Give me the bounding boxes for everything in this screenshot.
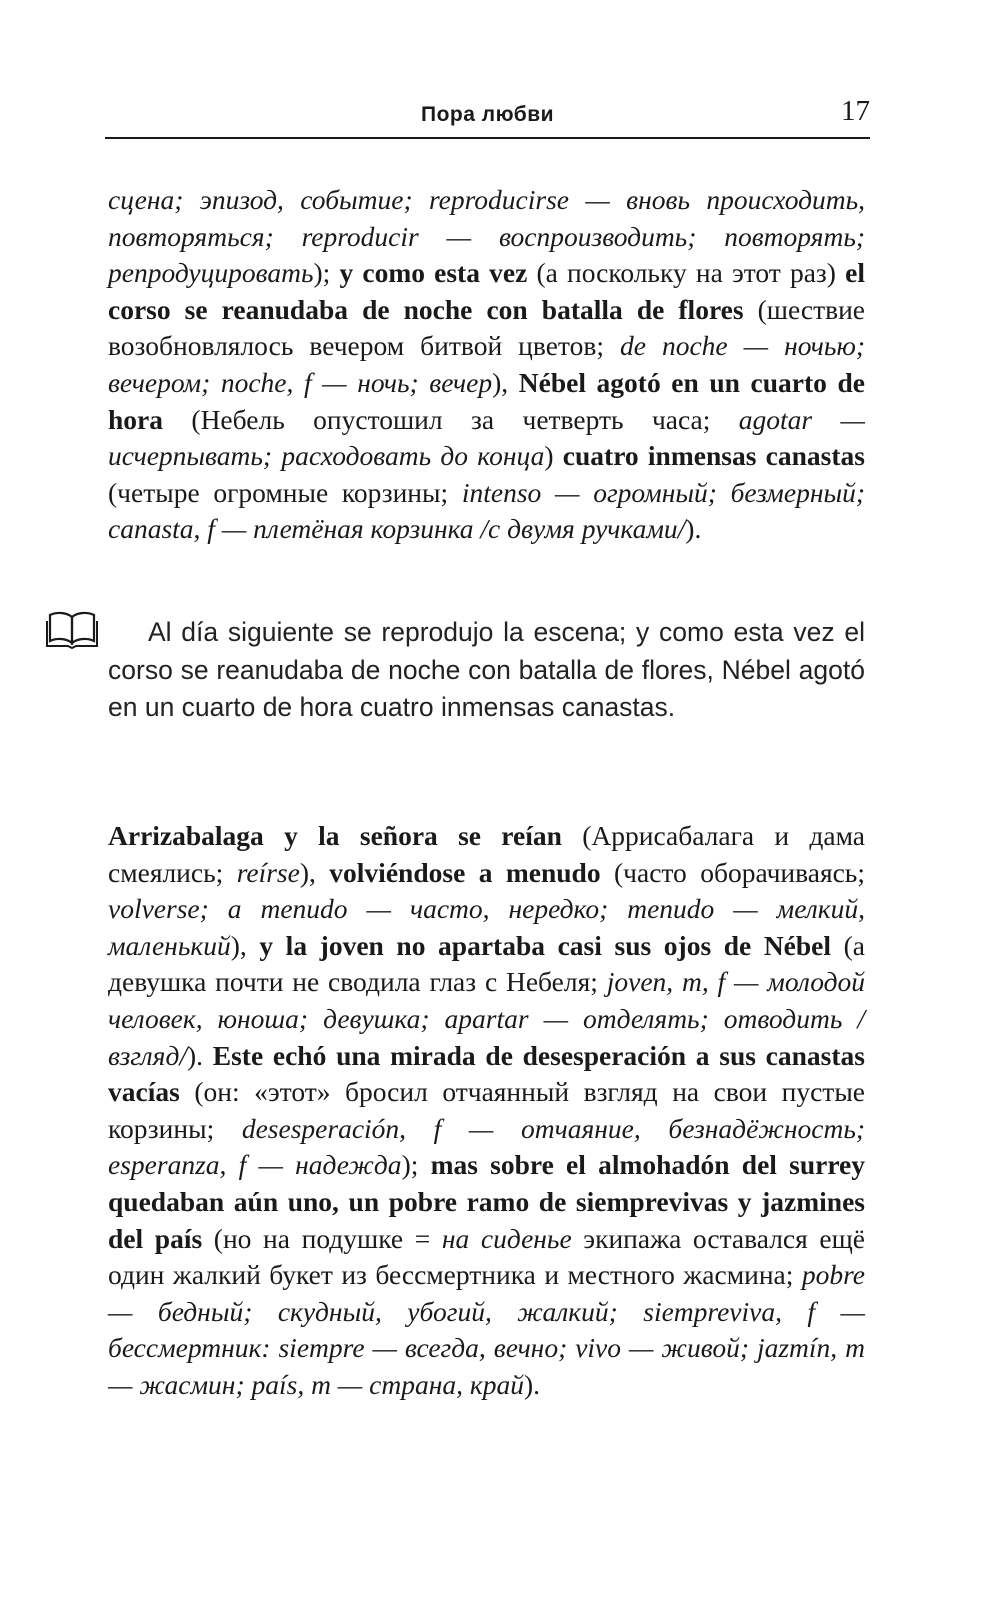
translation: (Небель опустошил за четверть часа; <box>163 403 739 435</box>
spanish-phrase: y como esta vez <box>339 257 528 289</box>
gloss: на сиденье <box>441 1222 572 1254</box>
spanish-phrase: y la joven no apartaba casi sus ojos de Nébel <box>259 929 832 961</box>
translation: экипажа оставался ещё один жалкий букет из бессмертника и местного жасмина; <box>108 1222 865 1291</box>
spanish-phrase: Este echó una mirada de desesperación a sus canastas vacías <box>108 1039 865 1108</box>
text-run: ); <box>401 1149 431 1181</box>
vocabulary-paragraph-1 <box>108 182 865 548</box>
translation: (часто оборачиваясь; <box>600 856 865 888</box>
gloss: joven, m, f — молодой человек, юноша; девушка; apartar — отделять; отводить /взгляд/ <box>108 966 866 1071</box>
spanish-phrase: Arrizabalaga y la señora se reían <box>108 820 562 851</box>
text-run: ), <box>230 929 260 961</box>
open-book-icon <box>46 609 98 649</box>
translation: (а девушка почти не сводила глаз с Небеля; <box>108 929 865 998</box>
translation: (а поскольку на этот раз) <box>527 257 846 289</box>
vocabulary-paragraph-2 <box>108 818 865 1404</box>
gloss: intenso — огромный; безмерный; canasta, f — плетёная корзинка /с двумя ручками/ <box>108 476 865 545</box>
text-run: ) <box>544 440 563 472</box>
gloss: agotar — исчерпывать; расходовать до конца <box>108 403 865 472</box>
translation: (четыре огромные корзины; <box>108 476 462 508</box>
text-run: ), <box>492 366 519 398</box>
translation: (Аррисабалага и дама смеялись; <box>108 820 866 888</box>
text-run: ), <box>299 856 330 888</box>
text-run: ). <box>523 1368 540 1400</box>
text-run: ). <box>187 1039 213 1071</box>
gloss: reírse <box>236 856 300 888</box>
gloss: de noche — ночью; вечером; noche, f — ночь; вечер <box>108 330 865 398</box>
spanish-phrase: cuatro inmensas canastas <box>562 440 865 472</box>
gloss: desesperación, f — отчаяние, безнадёжность; esperanza, f — надежда <box>108 1112 865 1181</box>
translation: (он: «этот» бросил отчаянный взгляд на свои пустые корзины; <box>108 1076 865 1144</box>
spanish-phrase: volviéndose a menudo <box>329 856 601 888</box>
spanish-phrase: Nébel agotó en un cuarto de hora <box>108 366 865 435</box>
spanish-phrase: mas sobre el almohadón del surrey quedaban aún uno, un pobre ramo de siemprevivas y jazmines del país <box>108 1149 866 1254</box>
text-run: ). <box>685 513 702 545</box>
running-title: Пора любви <box>420 103 555 126</box>
original-text-excerpt: Al día siguiente se reprodujo la escena; y como esta vez el corso se reanudaba de noche con batalla de flores, Nébel agotó en un cuarto de hora cuatro inmensas canastas. <box>108 617 865 722</box>
page-header <box>105 95 870 139</box>
spanish-phrase: el corso se reanudaba de noche con batalla de flores <box>108 257 865 325</box>
text-run: ); <box>313 257 340 289</box>
gloss: volverse; a menudo — часто, нередко; menudo — мелкий, маленький <box>108 893 865 961</box>
gloss: pobre — бедный; скудный, убогий, жалкий; siempreviva, f — бессмертник: siempre — всегда, вечно; vivo — живой; jazmín, m — жасмин; país, m — страна, край <box>108 1259 865 1400</box>
translation: (но на подушке = <box>202 1222 442 1254</box>
translation: (шествие возобновлялось вечером битвой цветов; <box>108 293 866 362</box>
gloss: сцена; эпизод, событие; reproducirse — вновь происходить, повторяться; reproducir — воспроизводить; повторять; репродуцировать <box>108 184 865 289</box>
page-number: 17 <box>841 95 870 127</box>
